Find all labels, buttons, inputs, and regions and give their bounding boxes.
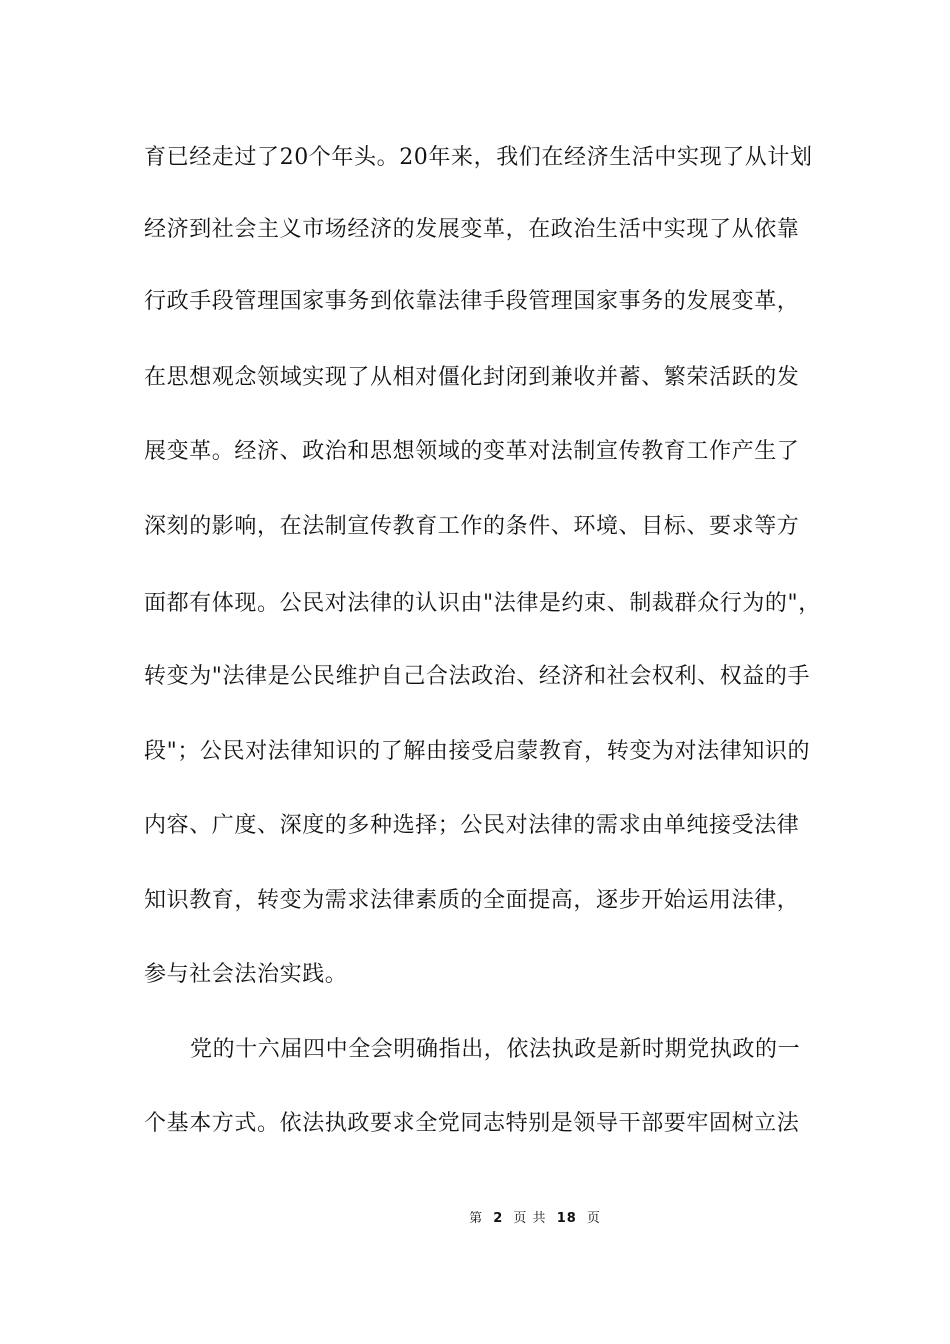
paragraph-first-line: 党的十六届四中全会明确指出，依法执政是新时期党执政的一 (190, 1037, 801, 1062)
text-line: 面都有体现。公民对法律的认识由"法律是约束、制裁群众行为的"， (144, 591, 821, 616)
text-line: 深刻的影响，在法制宣传教育工作的条件、环境、目标、要求等方 (144, 514, 800, 539)
page-footer (0, 1211, 950, 1227)
current-page-number: 2 (493, 1211, 504, 1226)
total-page-count: 18 (556, 1211, 577, 1226)
text-line: 展变革。经济、政治和思想领域的变革对法制宣传教育工作产生了 (144, 439, 800, 464)
footer-suffix: 页 (586, 1211, 601, 1226)
text-line: 经济到社会主义市场经济的发展变革，在政治生活中实现了从依靠 (144, 217, 800, 242)
text-line: 行政手段管理国家事务到依靠法律手段管理国家事务的发展变革， (144, 289, 800, 314)
text-line: 育已经走过了20个年头。20年来，我们在经济生活中实现了从计划 (144, 145, 813, 170)
footer-middle: 页 共 (513, 1211, 547, 1226)
text-line: 转变为"法律是公民维护自己合法政治、经济和社会权利、权益的手 (144, 664, 811, 689)
text-line: 段"；公民对法律知识的了解由接受启蒙教育，转变为对法律知识的 (144, 739, 811, 764)
footer-prefix: 第 (469, 1211, 484, 1226)
text-line: 知识教育，转变为需求法律素质的全面提高，逐步开始运用法律， (144, 888, 800, 913)
text-line: 参与社会法治实践。 (144, 962, 348, 987)
text-line: 在思想观念领域实现了从相对僵化封闭到兼收并蓄、繁荣活跃的发 (144, 365, 800, 390)
text-line: 个基本方式。依法执政要求全党同志特别是领导干部要牢固树立法 (144, 1111, 800, 1136)
text-line: 内容、广度、深度的多种选择；公民对法律的需求由单纯接受法律 (144, 813, 800, 838)
